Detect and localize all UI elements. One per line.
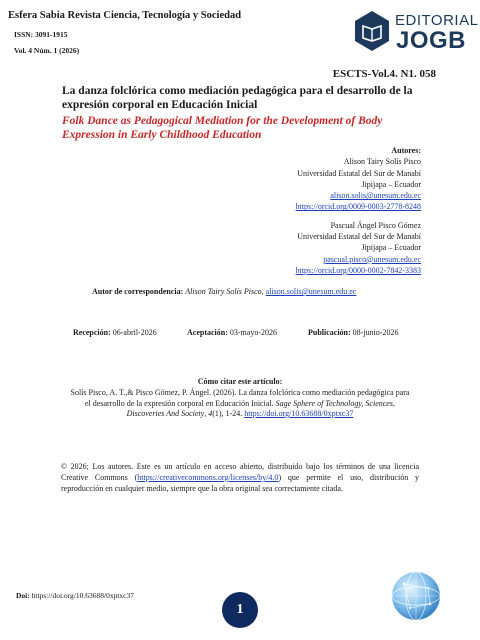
reception-value: 06-abril-2026 (112, 328, 157, 337)
author-1-university: Universidad Estatal del Sur de Manabí (297, 168, 421, 178)
logo-line1: EDITORIAL (395, 12, 479, 29)
footer-doi-label: Doi: (16, 591, 30, 600)
correspondence-line (92, 287, 356, 296)
citation-body: Solís Pisco, A. T.,& Pisco Gómez, P. Ángel. (2026). La danza folclórica como mediación pedagógica para el desarrollo de la expresión corporal en Educación Inicial. Sage Sphere of Technology, Sciences, Discoveries And Society, 4(1), 1-24. https://doi.org/10.63688/0xptxc37 (70, 388, 410, 418)
acceptance-label: Aceptación: (187, 328, 228, 337)
citation-text: Solís Pisco, A. T.,& Pisco Gómez, P. Ángel. (2026). La danza folclórica como mediación pedagógica para el desarrollo de la expresión corporal en Educación Inicial. (70, 388, 410, 408)
reception-date (73, 328, 157, 337)
citation-doi-link[interactable]: https://doi.org/10.63688/0xptxc37 (244, 409, 354, 418)
acceptance-value: 03-mayo-2026 (229, 328, 277, 337)
volume-number: Vol. 4 Núm. 1 (2026) (14, 46, 80, 55)
citation-rest: (1), 1-24. (212, 409, 243, 418)
author-2-university: Universidad Estatal del Sur de Manabí (297, 232, 421, 242)
title-spanish: La danza folclórica como mediación pedagógica para el desarrollo de la expresión corporal en Educación Inicial (62, 85, 413, 111)
publication-value: 08-junio-2026 (352, 328, 399, 337)
author-2-location: Jipijapa – Ecuador (361, 243, 421, 253)
article-code: ESCTS-Vol.4. N1. 058 (332, 68, 436, 80)
license-link[interactable]: https://creativecommons.org/licenses/by/4.0 (137, 473, 279, 482)
globe-icon (390, 570, 442, 622)
acceptance-date (187, 328, 277, 337)
publisher-logo (353, 10, 479, 54)
correspondence-label: Autor de correspondencia: (92, 287, 184, 296)
author-1-location: Jipijapa – Ecuador (361, 179, 421, 189)
citation-heading: Cómo citar este artículo: (197, 377, 283, 386)
authors-block (296, 145, 421, 276)
author-2-email-link[interactable]: pascual.pisco@unesum.edu.ec (323, 254, 421, 264)
citation-volume: 4 (208, 409, 213, 418)
footer-doi (16, 591, 134, 600)
author-1-orcid-link[interactable]: https://orcid.org/0009-0003-2778-8248 (295, 202, 421, 212)
journal-name: Esfera Sabia Revista Ciencia, Tecnología y Sociedad (8, 10, 242, 21)
license-text (61, 461, 419, 494)
correspondence-name: Alison Tairy Solís Pisco, (185, 287, 264, 296)
author-2-orcid-link[interactable]: https://orcid.org/0000-0002-7842-3383 (295, 265, 421, 275)
publication-label: Publicación: (308, 328, 351, 337)
license-before: © 2026; Los autores. Este es un artículo en acceso abierto, distribuido bajo los términos de una licencia Creative Commons ( (61, 462, 419, 482)
title-english: Folk Dance as Pedagogical Mediation for the Development of Body Expression in Early Childhood Education (62, 115, 383, 141)
publication-date (308, 328, 398, 337)
issn: ISSN: 3091-1915 (14, 30, 68, 39)
author-2-name: Pascual Ángel Pisco Gómez (330, 220, 421, 230)
logo-line2: JOGB (396, 27, 467, 54)
license-after: ) que permite el uso, distribución y reproducción en cualquier medio, siempre que la obra original sea correctamente citada. (61, 473, 419, 493)
hexagon-book-icon (353, 10, 391, 52)
author-1-name: Alison Tairy Solís Pisco (343, 157, 421, 167)
page-number: 1 (222, 592, 258, 628)
author-1-email-link[interactable]: alison.solis@unesum.edu.ec (330, 191, 421, 201)
footer-doi-value: https://doi.org/10.63688/0xptxc37 (31, 591, 134, 600)
citation-journal: Sage Sphere of Technology, Sciences, Discoveries And Society (126, 398, 395, 418)
authors-label: Autores: (391, 146, 421, 155)
reception-label: Recepción: (73, 328, 111, 337)
correspondence-email-link[interactable]: alison.solis@unesum.edu.ec (265, 287, 357, 296)
